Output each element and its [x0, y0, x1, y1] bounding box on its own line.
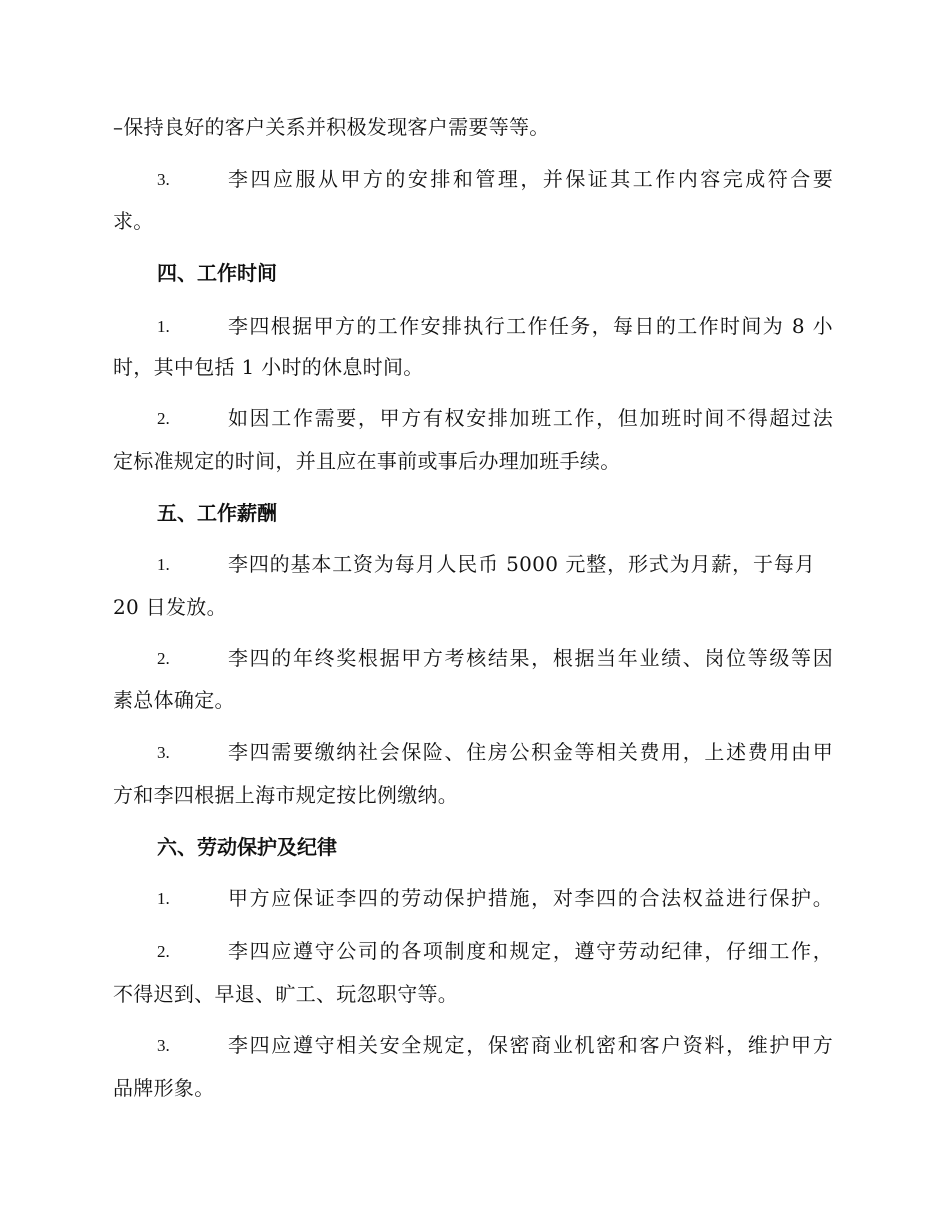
section-heading: 五、工作薪酬 — [157, 501, 277, 525]
list-number: 2. — [157, 942, 170, 961]
list-number: 1. — [157, 555, 170, 574]
list-number: 1. — [157, 889, 170, 908]
list-item-line1: 李四应遵守相关安全规定，保密商业机密和客户资料，维护甲方 — [228, 1033, 833, 1057]
list-item-line1: 李四应遵守公司的各项制度和规定，遵守劳动纪律，仔细工作， — [228, 939, 833, 963]
list-item-line1: 李四的基本工资为每月人民币 5000 元整，形式为月薪，于每月 — [228, 552, 815, 576]
list-item-line2: 品牌形象。 — [113, 1076, 215, 1100]
list-item-line1: 李四需要缴纳社会保险、住房公积金等相关费用，上述费用由甲 — [228, 740, 833, 764]
list-item-line1: 甲方应保证李四的劳动保护措施，对李四的合法权益进行保护。 — [228, 886, 833, 910]
list-number: 3. — [157, 170, 170, 189]
list-item-line2: 素总体确定。 — [113, 688, 235, 712]
list-item-line1: 李四根据甲方的工作安排执行工作任务，每日的工作时间为 8 小 — [228, 314, 833, 338]
paragraph-intro: –保持良好的客户关系并积极发现客户需要等等。 — [113, 115, 550, 139]
list-item-line2: 时，其中包括 1 小时的休息时间。 — [113, 355, 424, 379]
list-item-line1: 如因工作需要，甲方有权安排加班工作，但加班时间不得超过法 — [228, 406, 833, 430]
list-number: 3. — [157, 743, 170, 762]
list-number: 2. — [157, 409, 170, 428]
section-heading: 四、工作时间 — [157, 261, 277, 285]
list-number: 2. — [157, 649, 170, 668]
list-item-line2: 不得迟到、早退、旷工、玩忽职守等。 — [113, 982, 459, 1006]
section-heading: 六、劳动保护及纪律 — [157, 835, 337, 859]
list-item-line1: 李四的年终奖根据甲方考核结果，根据当年业绩、岗位等级等因 — [228, 646, 833, 670]
list-item-line2: 定标准规定的时间，并且应在事前或事后办理加班手续。 — [113, 449, 621, 473]
list-number: 1. — [157, 317, 170, 336]
list-number: 3. — [157, 1036, 170, 1055]
list-item-line1: 李四应服从甲方的安排和管理，并保证其工作内容完成符合要 — [228, 167, 833, 191]
list-item-line2: 方和李四根据上海市规定按比例缴纳。 — [113, 783, 459, 807]
list-item-line2: 求。 — [113, 209, 154, 233]
list-item-line2: 20 日发放。 — [113, 595, 227, 619]
